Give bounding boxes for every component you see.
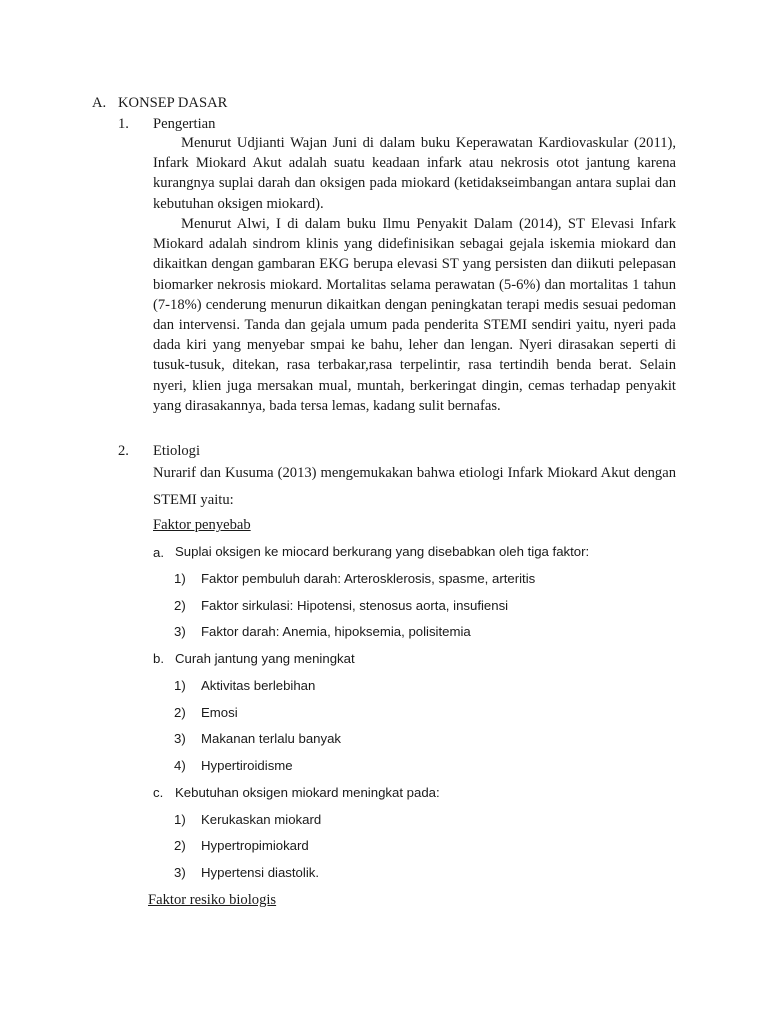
group-c-item-2: Hypertropimiokard [201,838,309,853]
group-b-item-1-number: 1) [174,678,186,693]
group-b-item-4-number: 4) [174,758,186,773]
group-c-label: Kebutuhan oksigen miokard meningkat pada: [175,785,440,800]
section-2-number: 2. [118,443,129,459]
heading-title: KONSEP DASAR [118,95,228,111]
section-1-number: 1. [118,116,129,132]
section-1-paragraph-2: Menurut Alwi, I di dalam buku Ilmu Penyakit Dalam (2014), ST Elevasi Infark Miokard adalah sindrom klinis yang didefinisikan sebagai gejala iskemia miokard dan dikaitkan dengan gambaran EKG berupa elevasi ST yang persisten dan diikuti pelepasan biomarker nekrosis miokard. Mortalitas selama perawatan (5-6%) dan mortalitas 1 tahun (7-18%) cenderung menurun dikaitkan dengan peningkatan terapi medis sesuai pedoman dan intervensi. Tanda dan gejala umum pada penderita STEMI sendiri yaitu, nyeri pada dada kiri yang menyebar smpai ke bahu, leher dan lengan. Nyeri dirasakan seperti di tusuk-tusuk, ditekan, rasa terbakar,rasa terpelintir, rasa tertindih benda berat. Selain nyeri, klien juga mersakan mual, muntah, berkeringat dingin, cemas terhadap penyakit yang dirasakannya, bada tersa lemas, kadang sulit bernafas. [153,216,676,414]
section-2-title: Etiologi [153,443,201,459]
faktor-resiko-heading: Faktor resiko biologis [148,892,277,908]
group-b-item-3-number: 3) [174,731,186,746]
group-b-item-4: Hypertiroidisme [201,758,293,773]
group-c-item-3-number: 3) [174,865,186,880]
group-c-item-1: Kerukaskan miokard [201,812,322,827]
group-a-item-2: Faktor sirkulasi: Hipotensi, stenosus aorta, insufiensi [201,598,509,613]
group-b-item-2: Emosi [201,705,238,720]
group-b-item-2-number: 2) [174,705,186,720]
faktor-penyebab-heading: Faktor penyebab [153,517,251,533]
group-c-item-2-number: 2) [174,838,186,853]
group-c-item-1-number: 1) [174,812,186,827]
group-a-item-2-number: 2) [174,598,186,613]
group-a-letter: a. [153,545,164,560]
heading-letter: A. [92,95,107,111]
group-c-letter: c. [153,785,164,800]
group-b-label: Curah jantung yang meningkat [175,651,355,666]
group-b-letter: b. [153,651,164,666]
section-1-paragraph-1: Menurut Udjianti Wajan Juni di dalam buku Keperawatan Kardiovaskular (2011), Infark Miokard Akut adalah suatu keadaan infark atau nekrosis otot jantung karena kurangnya suplai darah dan oksigen pada miokard (ketidakseimbangan antara suplai dan kebutuhan oksigen miokard). [153,135,676,212]
group-a-item-1-number: 1) [174,571,186,586]
group-b-item-1: Aktivitas berlebihan [201,678,316,693]
section-1-title: Pengertian [153,116,216,132]
group-a-item-1: Faktor pembuluh darah: Arterosklerosis, spasme, arteritis [201,571,536,586]
group-b-item-3: Makanan terlalu banyak [201,731,342,746]
group-a-item-3: Faktor darah: Anemia, hipoksemia, polisitemia [201,624,471,639]
group-a-item-3-number: 3) [174,624,186,639]
group-a-label: Suplai oksigen ke miocard berkurang yang disebabkan oleh tiga faktor: [175,544,590,559]
section-2-intro: Nurarif dan Kusuma (2013) mengemukakan bahwa etiologi Infark Miokard Akut dengan STEMI yaitu: [153,465,676,508]
group-c-item-3: Hypertensi diastolik. [201,865,320,880]
